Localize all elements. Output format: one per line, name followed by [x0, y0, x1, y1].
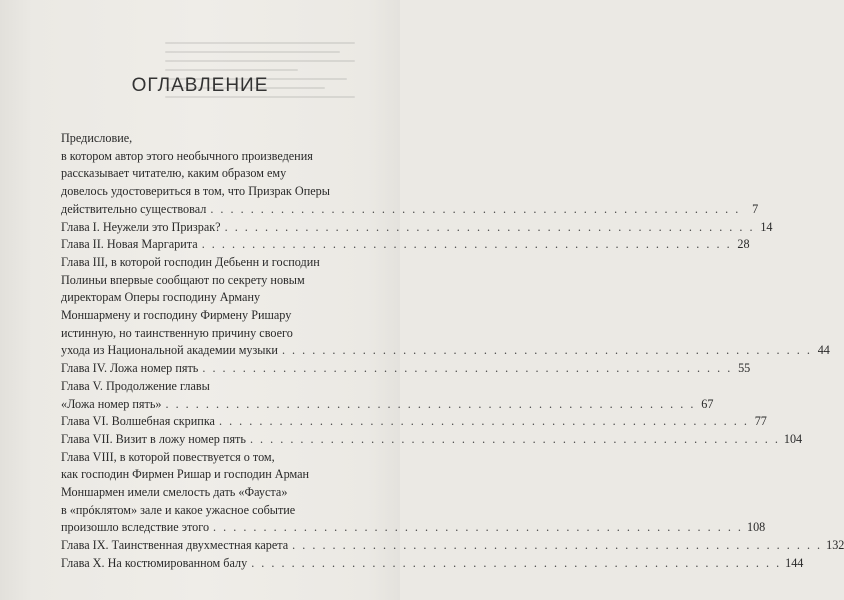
toc-line-text: довелось удостовериться в том, что Призрак Оперы [61, 184, 330, 199]
toc-line [61, 148, 343, 166]
page-number: 108 [746, 520, 766, 535]
toc-line [61, 396, 714, 414]
toc-line [61, 130, 343, 148]
toc-line [61, 484, 343, 502]
toc-line-text: действительно существовал [61, 201, 207, 216]
dot-leader [251, 555, 781, 573]
toc-line [61, 165, 343, 183]
toc-line [61, 236, 750, 254]
toc-entry [61, 431, 803, 449]
toc-entry [61, 537, 844, 555]
toc-line-text: Моншармену и господину Фирмену Ришару [61, 308, 292, 323]
toc-line [61, 466, 343, 484]
dot-leader [225, 219, 755, 237]
toc-line-text: Глава VIII, в которой повествуется о том, [61, 449, 275, 464]
page-number: 14 [760, 219, 773, 234]
toc-line [61, 183, 343, 201]
toc-entry [61, 360, 751, 378]
toc-line [61, 431, 803, 449]
toc-line-text: истинную, но таинственную причину своего [61, 325, 293, 340]
toc-line-text: рассказывает читателю, каким образом ему [61, 166, 287, 181]
toc-line [61, 378, 343, 396]
toc-entry [61, 130, 759, 219]
toc-line [61, 342, 830, 360]
page-number: 67 [701, 396, 714, 411]
toc-line-text: Моншармен имели смелость дать «Фауста» [61, 485, 288, 500]
dot-leader [282, 342, 812, 360]
toc-line-text: как господин Фирмен Ришар и господин Арман [61, 467, 310, 482]
toc-line [61, 537, 844, 555]
toc-line-text: Глава III, в которой господин Дебьенн и господин [61, 254, 320, 269]
table-of-contents [61, 130, 844, 573]
page-number: 28 [737, 237, 750, 252]
toc-line-text: директорам Оперы господину Арману [61, 290, 261, 305]
dot-leader [165, 396, 695, 414]
toc-entry [61, 236, 750, 254]
toc-line-text: в котором автор этого необычного произведения [61, 148, 313, 163]
page-number: 44 [817, 343, 830, 358]
toc-line-text: Глава IV. Ложа номер пять [61, 361, 199, 376]
dot-leader [292, 537, 822, 555]
toc-line [61, 502, 343, 520]
dot-leader [250, 431, 780, 449]
toc-line-text: Глава X. На костюмированном балу [61, 555, 248, 570]
toc-entry [61, 413, 767, 431]
toc-line-text: Глава VII. Визит в ложу номер пять [61, 431, 246, 446]
toc-line-text: Глава V. Продолжение главы [61, 378, 210, 393]
toc-entry [61, 254, 830, 360]
toc-entry [61, 378, 714, 413]
page-number: 55 [738, 361, 751, 376]
toc-line-text: Глава IX. Таинственная двухместная карета [61, 538, 289, 553]
page-number: 132 [826, 538, 844, 553]
toc-line [61, 449, 343, 467]
toc-line-text: Глава II. Новая Маргарита [61, 237, 198, 252]
page-number: 77 [754, 414, 767, 429]
toc-line-text: Предисловие, [61, 131, 133, 145]
page-number: 104 [783, 431, 803, 446]
toc-line-text: Полиньи впервые сообщают по секрету новым [61, 272, 305, 287]
page-title: ОГЛАВЛЕНИЕ [131, 75, 269, 96]
toc-entry [61, 449, 766, 538]
toc-line [61, 413, 767, 431]
toc-line [61, 307, 343, 325]
toc-line [61, 219, 773, 237]
toc-line [61, 519, 766, 537]
dot-leader [219, 413, 749, 431]
toc-line [61, 201, 759, 219]
toc-line [61, 254, 343, 272]
toc-line [61, 555, 804, 573]
dot-leader [210, 201, 740, 219]
dot-leader [202, 236, 732, 254]
dot-leader [213, 519, 743, 537]
page-number: 144 [785, 555, 804, 570]
toc-line [61, 325, 343, 343]
toc-line [61, 272, 343, 290]
toc-line-text: Глава VI. Волшебная скрипка [61, 414, 215, 429]
toc-entry [61, 219, 773, 237]
toc-line [61, 360, 751, 378]
toc-line-text: «Ложа номер пять» [61, 396, 162, 411]
page-number: 7 [752, 201, 759, 216]
toc-line-text: Глава I. Неужели это Призрак? [61, 219, 221, 234]
toc-entry [61, 555, 804, 573]
toc-line [61, 289, 343, 307]
dot-leader [202, 360, 732, 378]
toc-line-text: ухода из Национальной академии музыки [61, 343, 278, 358]
toc-line-text: произошло вследствие этого [61, 520, 210, 535]
toc-line-text: в «прóклятом» зале и какое ужасное событие [61, 502, 296, 517]
